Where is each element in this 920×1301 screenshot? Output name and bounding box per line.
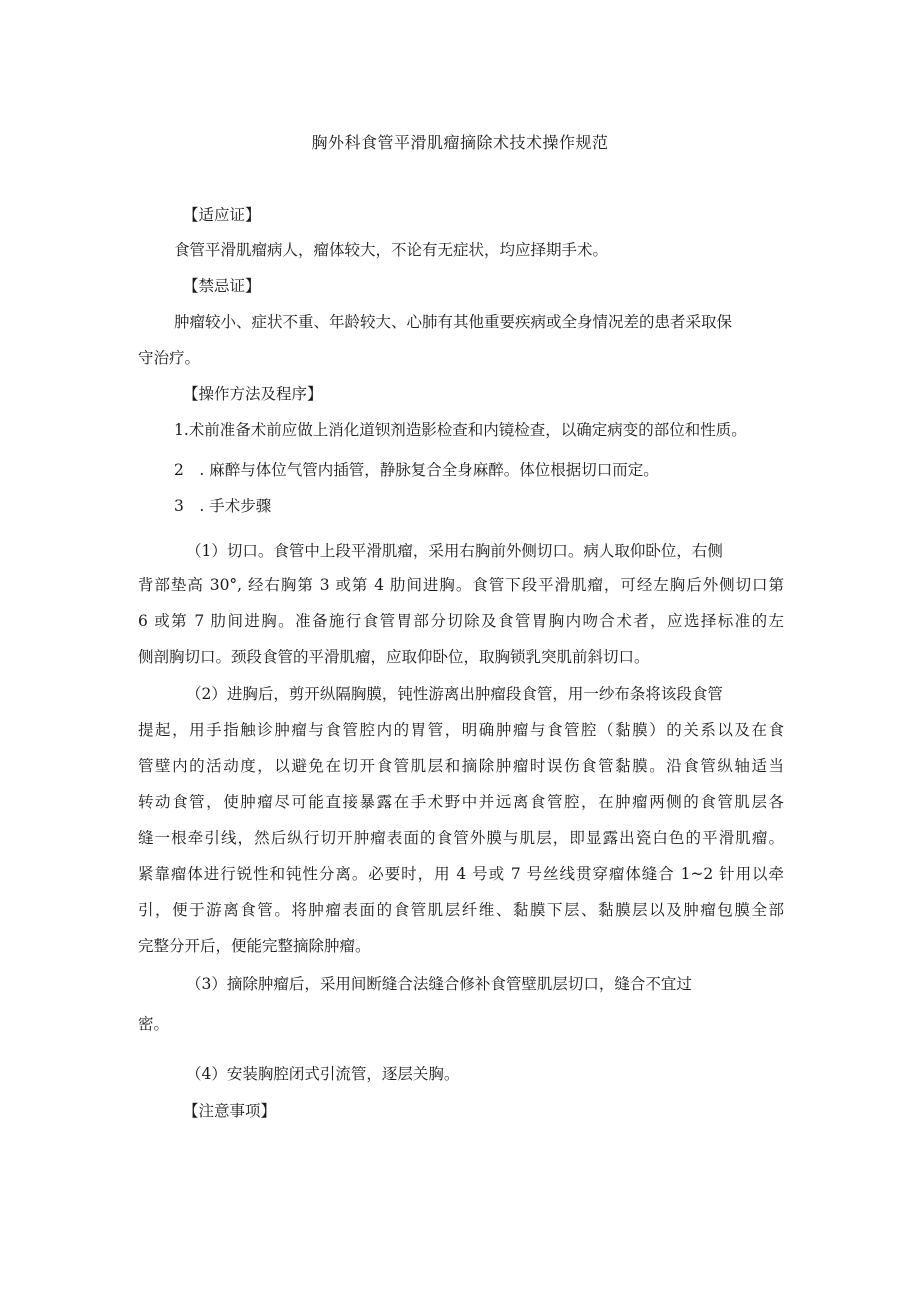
- step-text-line: 紧靠瘤体进行锐性和钝性分离。必要时，用 4 号或 7 号丝线贯穿瘤体缝合 1~2 针用以牵: [138, 865, 784, 883]
- step-text-line: 密。: [138, 1015, 170, 1033]
- step-text-line: （3）摘除肿瘤后，采用间断缝合法缝合修补食管壁肌层切口，缝合不宜过: [186, 975, 692, 993]
- step-text-line: 提起，用手指触诊肿瘤与食管腔内的胃管，明确肿瘤与食管腔（黏膜）的关系以及在食: [138, 721, 784, 739]
- contraindications-heading: 【禁忌证】: [183, 277, 261, 295]
- procedure-item: 3 . 手术步骤: [174, 497, 272, 515]
- notes-heading: 【注意事项】: [183, 1102, 277, 1120]
- step-text-line: 缝一根牵引线，然后纵行切开肿瘤表面的食管外膜与肌层，即显露出瓷白色的平滑肌瘤。: [138, 829, 784, 847]
- step-text-line: 侧剖胸切口。颈段食管的平滑肌瘤，应取仰卧位，取胸锁乳突肌前斜切口。: [138, 648, 650, 666]
- step-text-line: 管壁内的活动度，以避免在切开食管肌层和摘除肿瘤时误伤食管黏膜。沿食管纵轴适当: [138, 757, 784, 775]
- procedure-item: 2 . 麻醉与体位气管内插管，静脉复合全身麻醉。体位根据切口而定。: [174, 461, 659, 479]
- document-title: 胸外科食管平滑肌瘤摘除术技术操作规范: [311, 133, 609, 152]
- contraindications-text-line: 肿瘤较小、症状不重、年龄较大、心肺有其他重要疾病或全身情况差的患者采取保: [174, 313, 733, 331]
- step-text-line: （4）安装胸腔闭式引流管，逐层关胸。: [186, 1065, 460, 1083]
- step-text-line: （2）进胸后，剪开纵隔胸膜，钝性游离出肿瘤段食管，用一纱布条将该段食管: [186, 685, 723, 703]
- step-text-line: （1）切口。食管中上段平滑肌瘤，采用右胸前外侧切口。病人取仰卧位，右侧: [186, 542, 723, 560]
- step-text-line: 转动食管，使肿瘤尽可能直接暴露在手术野中并远离食管腔，在肿瘤两侧的食管肌层各: [138, 793, 784, 811]
- indications-heading: 【适应证】: [183, 206, 261, 224]
- procedure-item: 1.术前准备术前应做上消化道钡剂造影检查和内镜检查，以确定病变的部位和性质。: [174, 421, 747, 439]
- step-text-line: 引，便于游离食管。将肿瘤表面的食管肌层纤维、黏膜下层、黏膜层以及肿瘤包膜全部: [138, 901, 784, 919]
- procedure-heading: 【操作方法及程序】: [183, 385, 323, 403]
- indications-text: 食管平滑肌瘤病人，瘤体较大，不论有无症状，均应择期手术。: [174, 241, 609, 259]
- step-text-line: 6 或第 7 肋间进胸。准备施行食管胃部分切除及食管胃胸内吻合术者，应选择标准的左: [138, 612, 784, 630]
- step-text-line: 完整分开后，便能完整摘除肿瘤。: [138, 937, 371, 955]
- contraindications-text-line: 守治疗。: [138, 349, 201, 367]
- step-text-line: 背部垫高 30°, 经右胸第 3 或第 4 肋间进胸。食管下段平滑肌瘤，可经左胸后外侧切口第: [138, 576, 784, 594]
